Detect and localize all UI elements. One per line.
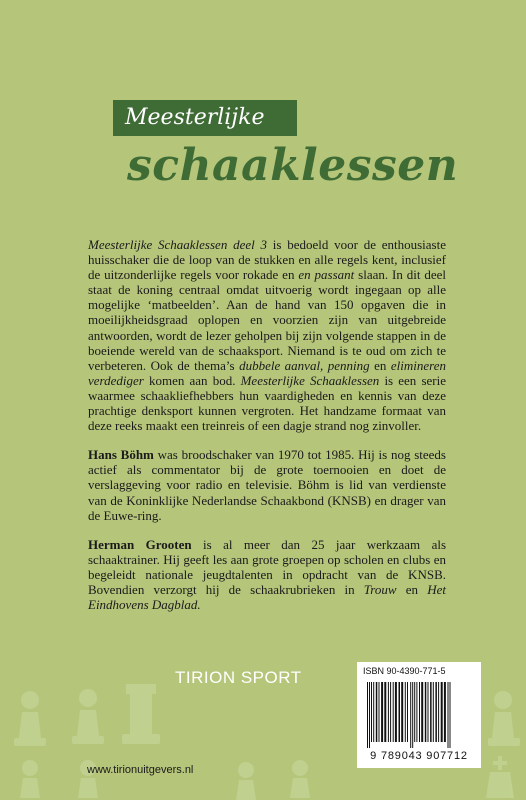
isbn-number: ISBN 90-4390-771-5 [363,666,446,676]
blurb-paragraph-author-grooten [88,537,446,612]
publisher-website: www.tirionuitgevers.nl [87,764,194,776]
text-run: Meesterlijke Schaaklessen deel 3 [88,237,267,252]
text-run: komen aan bod. [143,372,241,388]
text-run: Meesterlijke Schaaklessen [240,372,380,388]
blurb [88,237,446,626]
pawn-icon [14,691,46,746]
pawn-icon [236,762,256,800]
pawn-icon [290,760,310,798]
text-run: dubbele aanval, penning [239,357,370,373]
text-run: elimineren verdediger [88,357,446,388]
publisher-logo-text: TIRION SPORT [175,668,302,687]
text-run: is bedoeld voor de enthousiaste huisschaker die de loop van de stukken en alle regels kent, inclusief de uitzonderlijke regels voor rokade en [88,237,446,283]
blurb-paragraph-author-bohm [88,447,446,522]
barcode-icon [367,682,471,748]
pawn-icon [488,691,520,746]
text-run: Trouw [363,581,397,597]
ean-number: 9 789043 907712 [370,750,468,762]
text-run: slaan. In dit deel staat de koning centraal omdat uitvoerig wordt ingegaan op alle mogelijke ‘matbeelden’. Aan de hand van 150 opgaven die in moeilijkheidsgraad oplopen en voorzien zijn van uitgebreide antwoorden, wordt de lezer geholpen bij zijn volgende stappen in de boeiende wereld van de schaaksport. Niemand is te oud om zich te verbeteren. Ook de thema’s [88,267,447,373]
text-run: was broodschaker van 1970 tot 1985. Hij is nog steeds actief als commentator bij de grote toernooien en doet de verslaggeving voor radio en televisie. Böhm is lid van verdienste van de Koninklijke Nederlandse Schaakbond (KNSB) en drager van de Euwe-ring. [88,447,446,523]
pawn-icon [72,689,104,744]
pawn-icon [20,760,40,798]
text-run: Hans Böhm [88,447,154,463]
blurb-paragraph-description [88,237,446,433]
barcode-panel [357,662,481,768]
text-run: is een serie waarmee schaakliefhebbers hun vaardigheden en kennis van deze prachtige denksport kunnen vergroten. Het handzame formaat van deze reeks maakt een treinreis of een dagje strand nog zinvoller. [88,372,446,434]
text-run: en [396,581,428,597]
text-run: en passant [298,267,355,283]
series-title-small: Meesterlijke [113,100,297,136]
text-run: Herman Grooten [88,536,192,552]
text-run: Het Eindhovens Dagblad. [88,581,446,613]
king-icon [486,756,514,798]
rook-icon [122,684,160,744]
text-run: is al meer dan 25 jaar werkzaam als schaaktrainer. Hij geeft les aan grote groepen op scholen en clubs en begeleidt nationale jeugdtalenten in opdracht van de KNSB. Bovendien verzorgt hij de schaakrubrieken in [88,536,447,597]
series-title-large: schaaklessen [127,140,459,191]
text-run: en [369,357,391,373]
